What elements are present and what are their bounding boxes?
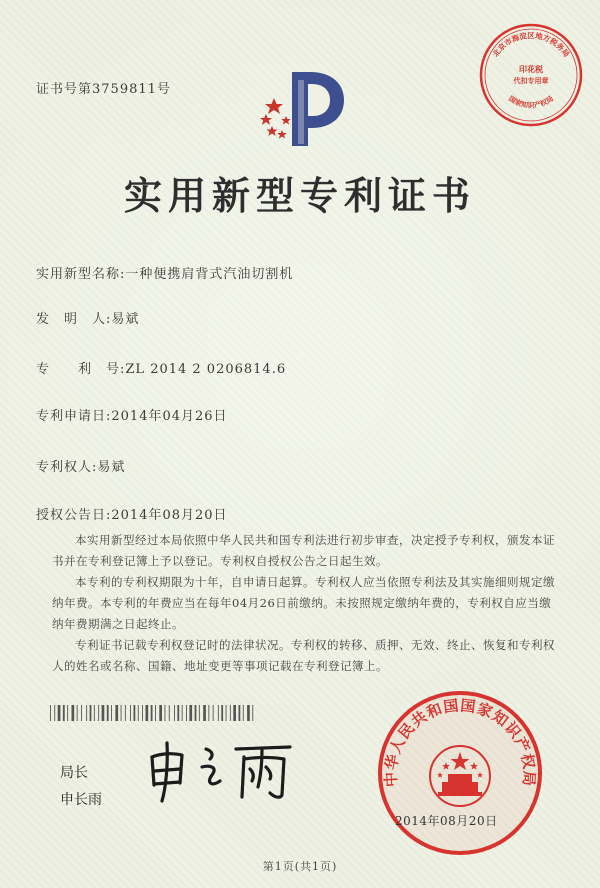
inventor-label: 发 明 人: bbox=[36, 312, 112, 327]
barcode-icon bbox=[50, 705, 255, 721]
application-date-row bbox=[36, 405, 228, 424]
grant-date-label: 授权公告日: bbox=[36, 508, 112, 523]
body-paragraph-3: 专利证书记载专利权登记时的法律状况。专利权的转移、质押、无效、终止、恢复和专利权人的姓名或名称、国籍、地址变更等事项记载在专利登记簿上。 bbox=[52, 638, 555, 673]
patent-number-row bbox=[36, 358, 286, 377]
patentee-value: 易斌 bbox=[97, 460, 126, 475]
inventor-row bbox=[36, 308, 139, 327]
document-title: 实用新型专利证书 bbox=[123, 173, 476, 218]
inventor-value: 易斌 bbox=[111, 312, 140, 327]
patent-number-label: 专 利 号: bbox=[36, 362, 126, 377]
tax-stamp-seal-icon bbox=[476, 20, 586, 130]
body-paragraph-2: 本专利的专利权期限为十年，自申请日起算。专利权人应当依照专利法及其实施细则规定缴纳年费。本专利的年费应当在每年04月26日前缴纳。未按照规定缴纳年费的，专利权自应当缴纳年费期满之日起终止。 bbox=[52, 575, 555, 631]
utility-model-name-label: 实用新型名称: bbox=[36, 267, 126, 282]
top-seal-inner-line1: 印花税 bbox=[519, 64, 543, 74]
certificate-body-text bbox=[52, 530, 562, 677]
application-date-label: 专利申请日: bbox=[36, 409, 112, 424]
signatory-name: 申长雨 bbox=[60, 792, 102, 808]
utility-model-name-value: 一种便携肩背式汽油切割机 bbox=[125, 267, 294, 282]
svg-text:国家知识产权局 bbox=[507, 94, 555, 110]
grant-date-row bbox=[36, 504, 228, 523]
grant-date-value: 2014年08月20日 bbox=[111, 508, 228, 523]
utility-model-name-row bbox=[36, 263, 293, 282]
application-date-value: 2014年04月26日 bbox=[111, 409, 228, 424]
main-seal-text: 中华人民共和国国家知识产权局 bbox=[381, 696, 539, 788]
sipo-official-seal-icon bbox=[375, 688, 545, 858]
patentee-row bbox=[36, 456, 125, 475]
patent-number-value: ZL 2014 2 0206814.6 bbox=[125, 362, 287, 377]
seal-date: 2014年08月20日 bbox=[395, 814, 498, 828]
page-number: 第1页(共1页) bbox=[262, 860, 338, 873]
patentee-label: 专利权人: bbox=[36, 460, 98, 475]
handwritten-signature-icon bbox=[140, 735, 315, 805]
sipo-logo-icon bbox=[252, 62, 352, 152]
body-paragraph-1: 本实用新型经过本局依照中华人民共和国专利法进行初步审查，决定授予专利权，颁发本证书并在专利登记簿上予以登记。专利权自授权公告之日起生效。 bbox=[52, 533, 555, 568]
signatory-role: 局长 bbox=[60, 765, 88, 781]
certificate-number: 证书号第3759811号 bbox=[36, 82, 171, 97]
top-seal-text: 北京市海淀区地方税务局 bbox=[490, 31, 572, 59]
top-seal-inner-line2: 代扣专用章 bbox=[513, 76, 549, 85]
top-seal-bottom-text: 国家知识产权局 bbox=[507, 93, 555, 110]
